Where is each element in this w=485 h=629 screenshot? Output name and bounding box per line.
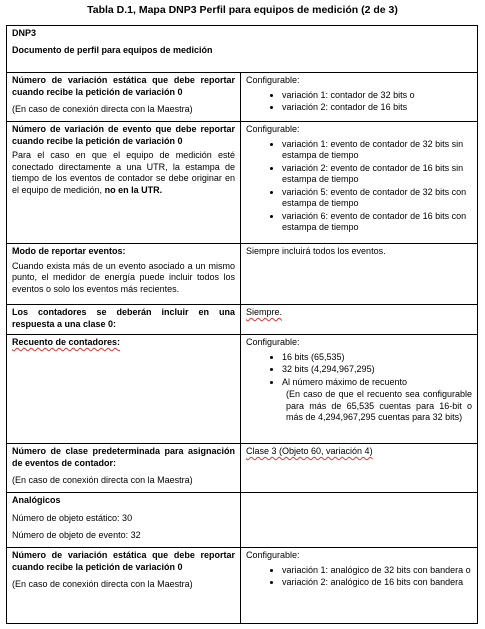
row-lead: Configurable: <box>246 550 300 560</box>
row-value: Siempre. <box>246 307 283 317</box>
row-label-cell <box>7 493 241 548</box>
row-lead: Configurable: <box>246 337 300 347</box>
row-value: Clase 3 (Objeto 60, variación 4) <box>246 446 373 456</box>
row-value-cell <box>241 548 478 624</box>
option-list <box>246 90 472 114</box>
row-value-cell <box>241 493 478 548</box>
list-item: • Al número máximo de recuento <box>282 377 472 389</box>
table-row <box>7 73 478 122</box>
row-value-cell <box>241 73 478 122</box>
row-value-cell <box>241 305 478 335</box>
row-value-cell <box>241 444 478 493</box>
table-row <box>7 548 478 624</box>
row-title: Número de variación estática que debe reportar cuando recibe la petición de variación 0 <box>12 75 235 97</box>
row-description: Cuando exista más de un evento asociado a un mismo punto, el medidor de energía puede incluir todos los eventos o solo los eventos más recientes. <box>12 260 235 294</box>
row-title: Número de variación de evento que debe reportar cuando recibe la petición de variación 0 <box>12 124 235 146</box>
list-item: • variación 1: analógico de 32 bits con bandera o <box>282 565 472 577</box>
row-note: (En caso de conexión directa con la Maestra) <box>12 475 193 485</box>
table-row <box>7 335 478 444</box>
row-lead: Configurable: <box>246 75 300 85</box>
header-line-1: DNP3 <box>12 28 37 38</box>
table-row <box>7 122 478 244</box>
option-list <box>246 565 472 589</box>
row-label-cell <box>7 122 241 244</box>
row-title: Los contadores se deberán incluir en una respuesta a una clase 0: <box>12 307 235 329</box>
row-label-cell <box>7 444 241 493</box>
dnp3-profile-table <box>6 25 478 624</box>
list-item: • 16 bits (65,535) <box>282 352 472 364</box>
table-row <box>7 444 478 493</box>
list-item: • variación 2: analógico de 16 bits con bandera <box>282 577 472 589</box>
row-label-cell <box>7 73 241 122</box>
row-value-cell <box>241 244 478 305</box>
row-line: Número de objeto estático: 30 <box>12 512 133 523</box>
list-item: • variación 2: evento de contador de 16 bits sin estampa de tiempo <box>282 163 472 186</box>
row-value-cell <box>241 335 478 444</box>
row-value-cell <box>241 122 478 244</box>
list-item: • variación 5: evento de contador de 32 bits con estampa de tiempo <box>282 187 472 210</box>
row-label-cell <box>7 335 241 444</box>
list-item: • variación 6: evento de contador de 16 bits con estampa de tiempo <box>282 211 472 234</box>
row-note: (En caso de conexión directa con la Maestra) <box>12 579 193 589</box>
row-note: (En caso de que el recuento sea configurable para más de 65,535 cuentas para 16-bit o más de 4,294,967,295 cuentas para 32 bits) <box>286 389 472 422</box>
row-title: Número de clase predeterminada para asignación de eventos de contador: <box>12 446 235 468</box>
row-line: Número de objeto de evento: 32 <box>12 530 141 540</box>
list-item: • variación 1: evento de contador de 32 bits sin estampa de tiempo <box>282 139 472 162</box>
table-caption: Tabla D.1, Mapa DNP3 Perfil para equipos de medición (2 de 3) <box>87 4 398 16</box>
table-row <box>7 244 478 305</box>
header-cell <box>7 26 478 73</box>
list-item: • variación 1: contador de 32 bits o <box>282 90 472 102</box>
table-row <box>7 493 478 548</box>
row-title: Analógicos <box>12 495 61 505</box>
row-lead: Configurable: <box>246 124 300 134</box>
row-description: Para el caso en que el equipo de medición esté conectado directamente a una UTR, la estampa de tiempo de los eventos de contador se debe originar en el equipo de medición, no en la UTR. <box>12 150 235 195</box>
row-label-cell <box>7 305 241 335</box>
table-row <box>7 305 478 335</box>
header-line-2: Documento de perfil para equipos de medición <box>12 44 213 55</box>
row-note: (En caso de conexión directa con la Maestra) <box>12 104 193 114</box>
row-title: Número de variación estática que debe reportar cuando recibe la petición de variación 0 <box>12 550 235 572</box>
list-item: • variación 2: contador de 16 bits <box>282 102 472 114</box>
row-description-bold: no en la UTR. <box>104 184 163 195</box>
list-item: • 32 bits (4,294,967,295) <box>282 364 472 376</box>
table-header-row <box>7 26 478 73</box>
row-value: Siempre incluirá todos los eventos. <box>246 246 386 256</box>
row-title: Recuento de contadores: <box>12 337 121 347</box>
option-list <box>246 139 472 234</box>
row-label-cell <box>7 548 241 624</box>
option-list <box>246 352 472 389</box>
row-title: Modo de reportar eventos: <box>12 246 126 256</box>
row-label-cell <box>7 244 241 305</box>
